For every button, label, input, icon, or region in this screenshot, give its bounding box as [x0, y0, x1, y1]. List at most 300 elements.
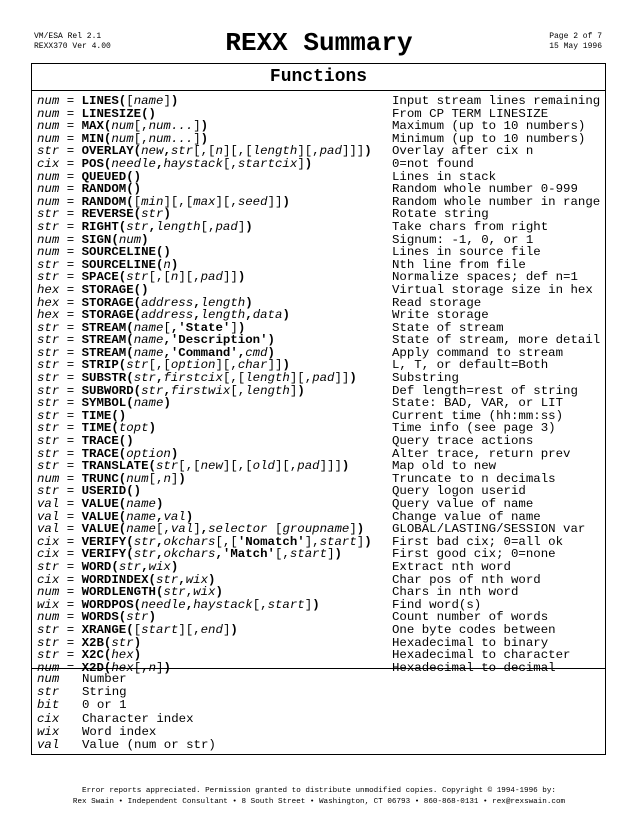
signature-variable: str: [37, 271, 60, 284]
legend-abbreviation: cix: [37, 711, 60, 726]
function-signature: [37, 460, 392, 473]
function-signature: [37, 637, 392, 650]
signature-text: ],: [304, 535, 320, 549]
footer-contact: Rex Swain • Independent Consultant • 8 South Street • Washington, CT 06793 • 860-868-0131 • rex@rexswain.com: [72, 798, 566, 806]
signature-variable: option: [126, 447, 171, 461]
signature-keyword: TRACE(: [81, 447, 127, 461]
function-row: [37, 574, 605, 587]
signature-text: ]]: [267, 195, 283, 209]
signature-variable: cix: [37, 548, 60, 561]
signature-text: [: [163, 321, 171, 335]
signature-variable: str: [37, 334, 60, 347]
signature-keyword: ): [133, 649, 142, 662]
signature-text: ]]]: [319, 460, 342, 473]
signature-variable: str: [133, 548, 156, 561]
function-description: Random whole number 0-999: [392, 183, 578, 196]
signature-text: ][,: [297, 145, 320, 158]
signature-variable: pad: [215, 220, 238, 234]
signature-variable: num: [37, 233, 60, 247]
signature-variable: length: [245, 384, 290, 398]
function-row: [37, 397, 605, 410]
signature-variable: groupname: [282, 523, 350, 536]
signature-variable: num: [118, 233, 142, 247]
signature-text: =: [59, 510, 82, 524]
signature-text: =: [59, 485, 82, 498]
signature-variable: val: [170, 523, 194, 536]
signature-keyword: ): [148, 422, 156, 436]
signature-variable: str: [133, 535, 156, 549]
function-row: [37, 171, 605, 184]
signature-keyword: ): [208, 573, 216, 587]
function-row: [37, 108, 605, 121]
signature-keyword: ): [141, 233, 149, 247]
signature-variable: length: [252, 145, 298, 158]
signature-keyword: SUBWORD(: [81, 384, 142, 398]
signature-text: [,: [148, 472, 164, 486]
page-date: 15 May 1996: [549, 42, 602, 51]
signature-keyword: RANDOM(): [81, 183, 142, 196]
function-description: Find word(s): [392, 598, 482, 612]
signature-keyword: ): [282, 359, 290, 373]
signature-keyword: ,'Match': [215, 548, 275, 561]
signature-variable: num: [37, 195, 60, 209]
signature-text: ]: [170, 472, 179, 486]
signature-text: ]]: [334, 372, 350, 385]
signature-text: =: [59, 145, 82, 158]
signature-keyword: WORDLENGTH(: [81, 586, 164, 599]
signature-keyword: WORDPOS(: [81, 598, 142, 612]
function-row: [37, 599, 605, 612]
signature-variable: option: [170, 359, 216, 373]
signature-keyword: ,'Description': [163, 334, 268, 347]
function-signature: [37, 611, 392, 624]
function-description: Char pos of nth word: [392, 573, 541, 587]
legend-row: [37, 726, 605, 739]
function-signature: [37, 334, 392, 347]
signature-text: [,: [133, 661, 149, 675]
signature-keyword: USERID(): [81, 485, 142, 498]
function-description: Extract nth word: [392, 560, 511, 574]
function-signature: [37, 158, 392, 171]
signature-keyword: STORAGE(: [81, 309, 142, 322]
function-description: Apply command to stream: [392, 346, 564, 360]
signature-variable: str: [37, 346, 60, 360]
function-row: [37, 410, 605, 423]
signature-variable: haystack: [163, 157, 223, 171]
signature-variable: str: [163, 586, 186, 599]
signature-text: [,[: [148, 359, 171, 373]
signature-variable: length: [156, 220, 201, 234]
signature-variable: haystack: [193, 598, 253, 612]
function-description: Chars in nth word: [392, 586, 519, 599]
legend-meaning: Value (num or str): [82, 737, 216, 752]
signature-keyword: ,: [193, 296, 201, 310]
signature-keyword: ): [170, 560, 179, 574]
signature-text: =: [59, 195, 82, 209]
function-row: [37, 133, 605, 146]
signature-text: ]: [304, 598, 313, 612]
signature-keyword: ): [163, 397, 171, 410]
signature-keyword: ): [349, 372, 357, 385]
function-description: L, T, or default=Both: [392, 359, 549, 373]
signature-keyword: SOURCELINE(): [81, 246, 171, 259]
signature-text: ]: [156, 661, 164, 675]
signature-keyword: POS(: [81, 157, 112, 171]
signature-variable: max: [193, 195, 216, 209]
function-list: [32, 91, 605, 675]
signature-variable: str: [111, 636, 134, 650]
signature-text: ]: [289, 384, 298, 398]
signature-variable: start: [319, 535, 357, 549]
signature-variable: num...: [148, 132, 194, 146]
signature-variable: cix: [37, 535, 60, 549]
signature-variable: str: [37, 384, 60, 398]
function-description: 0=not found: [392, 157, 474, 171]
signature-variable: hex: [111, 661, 134, 675]
signature-keyword: ): [133, 636, 142, 650]
function-row: [37, 334, 605, 347]
legend-abbreviation: bit: [37, 698, 60, 713]
signature-variable: str: [37, 623, 60, 637]
signature-keyword: ): [170, 95, 179, 108]
signature-text: =: [59, 309, 82, 322]
signature-keyword: ): [200, 120, 209, 133]
signature-keyword: QUEUED(): [81, 170, 142, 184]
signature-variable: num: [37, 661, 60, 675]
function-signature: [37, 120, 392, 133]
function-signature: [37, 385, 392, 398]
signature-keyword: ): [163, 661, 171, 675]
signature-variable: start: [289, 548, 328, 561]
signature-text: =: [59, 220, 82, 234]
function-description: Change value of name: [392, 510, 541, 524]
signature-variable: name: [133, 334, 164, 347]
function-signature: [37, 574, 392, 587]
legend-meaning: Word index: [82, 724, 157, 739]
signature-text: =: [59, 258, 82, 272]
signature-text: [,: [252, 598, 268, 612]
signature-text: [,: [222, 157, 238, 171]
signature-keyword: VALUE(: [81, 498, 127, 511]
legend-abbreviation: num: [37, 672, 60, 686]
function-signature: [37, 347, 392, 360]
signature-variable: hex: [111, 649, 134, 662]
signature-text: [,: [133, 120, 149, 133]
signature-keyword: ,: [237, 346, 246, 360]
function-row: [37, 322, 605, 335]
signature-variable: topt: [118, 422, 149, 436]
signature-variable: new: [141, 145, 164, 158]
function-signature: [37, 649, 392, 662]
signature-variable: n: [170, 271, 179, 284]
function-row: [37, 359, 605, 372]
signature-variable: hex: [37, 296, 60, 310]
signature-text: [,[: [222, 372, 246, 385]
function-row: [37, 221, 605, 234]
signature-keyword: OVERLAY(: [81, 145, 142, 158]
function-signature: [37, 624, 392, 637]
signature-variable: num: [37, 120, 60, 133]
signature-text: =: [59, 334, 82, 347]
function-signature: [37, 234, 392, 247]
function-row: [37, 183, 605, 196]
function-row: [37, 208, 605, 221]
legend-row: [37, 713, 605, 726]
signature-keyword: SPACE(: [81, 271, 127, 284]
function-signature: [37, 208, 392, 221]
signature-variable: num: [37, 170, 60, 184]
signature-variable: str: [126, 271, 149, 284]
function-description: Write storage: [392, 309, 489, 322]
function-description: Normalize spaces; def n=1: [392, 271, 578, 284]
signature-variable: str: [37, 447, 60, 461]
function-signature: [37, 309, 392, 322]
signature-keyword: ): [282, 309, 290, 322]
signature-variable: data: [252, 309, 283, 322]
function-description: Input stream lines remaining: [392, 95, 601, 108]
signature-text: ]: [349, 523, 357, 536]
signature-variable: str: [37, 397, 60, 410]
signature-variable: name: [133, 321, 164, 335]
signature-keyword: ,'State': [170, 321, 231, 335]
signature-keyword: ,: [156, 372, 164, 385]
signature-keyword: ): [341, 460, 350, 473]
signature-keyword: ,: [163, 384, 171, 398]
signature-variable: cix: [37, 573, 60, 587]
function-signature: [37, 145, 392, 158]
signature-keyword: TRANSLATE(: [81, 460, 156, 473]
legend-row: [37, 699, 605, 712]
legend-abbreviation: wix: [37, 724, 60, 739]
signature-keyword: WORDS(: [81, 611, 127, 624]
function-row: [37, 586, 605, 599]
signature-text: ]: [297, 157, 305, 171]
function-signature: [37, 297, 392, 310]
signature-keyword: VERIFY(: [81, 548, 134, 561]
function-row: [37, 297, 605, 310]
signature-variable: str: [37, 435, 60, 448]
signature-variable: cmd: [245, 346, 268, 360]
function-row: [37, 234, 605, 247]
signature-text: =: [59, 283, 82, 297]
signature-variable: n: [148, 661, 156, 675]
signature-variable: str: [37, 636, 60, 650]
function-signature: [37, 435, 392, 448]
signature-keyword: VALUE(: [81, 523, 127, 536]
signature-variable: val: [37, 523, 60, 536]
function-description: GLOBAL/LASTING/SESSION var: [392, 523, 586, 536]
signature-variable: old: [252, 460, 275, 473]
function-description: Signum: -1, 0, or 1: [392, 233, 534, 247]
signature-text: ]: [193, 132, 201, 146]
signature-text: =: [59, 157, 82, 171]
signature-text: ][,: [178, 623, 201, 637]
signature-variable: firstcix: [163, 372, 223, 385]
signature-variable: cix: [37, 157, 60, 171]
signature-text: [,: [275, 548, 290, 561]
signature-text: ][,: [289, 372, 313, 385]
signature-variable: char: [237, 359, 268, 373]
signature-text: ][,[: [222, 145, 253, 158]
function-row: [37, 95, 605, 108]
function-row: [37, 284, 605, 297]
signature-text: =: [59, 435, 82, 448]
signature-text: =: [59, 472, 82, 486]
signature-variable: str: [37, 258, 60, 272]
signature-variable: str: [37, 422, 60, 436]
signature-text: ]: [193, 523, 201, 536]
signature-variable: wix: [193, 586, 216, 599]
signature-keyword: RANDOM(: [81, 195, 134, 209]
signature-variable: startcix: [237, 157, 298, 171]
signature-variable: hex: [37, 309, 60, 322]
signature-text: ]: [193, 120, 201, 133]
signature-text: ]]: [267, 359, 283, 373]
function-signature: [37, 485, 392, 498]
function-description: Map old to new: [392, 460, 497, 473]
function-signature: [37, 473, 392, 486]
footer-copyright: Error reports appreciated. Permission granted to distribute unmodified copies. Copyright © 1994-1996 by:: [82, 787, 556, 795]
function-description: From CP TERM LINESIZE: [392, 107, 549, 121]
signature-text: =: [59, 346, 82, 360]
signature-variable: num: [37, 472, 60, 486]
function-description: Rotate string: [392, 208, 489, 221]
signature-keyword: SUBSTR(: [81, 372, 134, 385]
signature-variable: val: [163, 510, 186, 524]
function-signature: [37, 221, 392, 234]
function-signature: [37, 246, 392, 259]
signature-text: =: [59, 296, 82, 310]
signature-keyword: SYMBOL(: [81, 397, 134, 410]
signature-keyword: ): [170, 258, 179, 272]
signature-keyword: STREAM(: [81, 334, 134, 347]
signature-keyword: XRANGE(: [81, 623, 134, 637]
signature-text: =: [59, 271, 82, 284]
function-signature: [37, 108, 392, 121]
signature-variable: name: [126, 523, 156, 536]
function-signature: [37, 599, 392, 612]
function-description: First good cix; 0=none: [392, 548, 556, 561]
function-description: Read storage: [392, 296, 482, 310]
signature-variable: seed: [237, 195, 268, 209]
signature-variable: str: [126, 359, 149, 373]
signature-text: =: [59, 535, 82, 549]
function-signature: [37, 410, 392, 423]
signature-keyword: ): [185, 510, 194, 524]
signature-text: =: [59, 598, 82, 612]
signature-text: =: [59, 460, 82, 473]
signature-variable: name: [133, 397, 164, 410]
signature-text: [,[: [193, 145, 216, 158]
signature-variable: new: [200, 460, 223, 473]
signature-variable: num: [37, 107, 60, 121]
signature-keyword: TRUNC(: [81, 472, 127, 486]
signature-text: [,: [230, 384, 246, 398]
legend-meaning: Character index: [82, 711, 194, 726]
function-description: Alter trace, return prev: [392, 447, 571, 461]
signature-text: =: [59, 170, 82, 184]
signature-variable: str: [37, 220, 60, 234]
signature-keyword: ): [237, 321, 246, 335]
function-description: State: BAD, VAR, or LIT: [392, 397, 564, 410]
signature-text: ][,[: [163, 195, 194, 209]
signature-variable: hex: [37, 283, 60, 297]
function-signature: [37, 536, 392, 549]
function-row: [37, 511, 605, 524]
signature-text: =: [59, 573, 82, 587]
page-number: Page 2 of 7: [549, 32, 602, 41]
signature-text: =: [59, 95, 82, 108]
legend-abbreviation: val: [37, 737, 60, 752]
legend-abbreviation: str: [37, 685, 60, 700]
signature-keyword: REVERSE(: [81, 208, 142, 221]
signature-variable: num: [37, 586, 60, 599]
function-row: [37, 435, 605, 448]
signature-text: =: [59, 208, 82, 221]
signature-keyword: STRIP(: [81, 359, 127, 373]
signature-keyword: ): [245, 220, 253, 234]
signature-keyword: STREAM(: [81, 346, 134, 360]
signature-variable: str: [37, 409, 60, 423]
signature-text: ][,: [215, 195, 238, 209]
signature-text: =: [59, 560, 82, 574]
function-description: Truncate to n decimals: [392, 472, 556, 486]
signature-text: ,: [185, 586, 194, 599]
signature-variable: str: [37, 145, 60, 158]
signature-text: =: [59, 611, 82, 624]
function-description: Lines in source file: [392, 246, 541, 259]
function-signature: [37, 548, 392, 561]
signature-variable: str: [126, 611, 149, 624]
signature-variable: str: [170, 145, 194, 158]
signature-keyword: ): [215, 586, 223, 599]
signature-variable: n: [163, 258, 171, 272]
function-signature: [37, 322, 392, 335]
signature-variable: pad: [312, 372, 335, 385]
function-signature: [37, 196, 392, 209]
signature-text: [,[: [215, 535, 238, 549]
function-row: [37, 536, 605, 549]
signature-keyword: ): [237, 271, 246, 284]
function-signature: [37, 372, 392, 385]
signature-variable: n: [215, 145, 223, 158]
function-row: [37, 460, 605, 473]
signature-variable: str: [118, 560, 142, 574]
legend-meaning: Number: [82, 672, 127, 686]
legend-meaning: 0 or 1: [82, 698, 127, 713]
signature-keyword: 'Nomatch': [237, 535, 305, 549]
signature-keyword: STORAGE(): [81, 283, 149, 297]
signature-text: =: [59, 246, 82, 259]
signature-variable: pad: [319, 145, 342, 158]
signature-variable: str: [37, 649, 60, 662]
signature-keyword: ,'Command': [163, 346, 238, 360]
function-description: Substring: [392, 372, 459, 385]
signature-text: =: [59, 548, 82, 561]
signature-keyword: TRACE(): [81, 435, 134, 448]
signature-text: ]: [163, 95, 171, 108]
function-row: [37, 271, 605, 284]
function-row: [37, 196, 605, 209]
signature-keyword: ,: [156, 157, 164, 171]
function-row: [37, 259, 605, 272]
function-signature: [37, 133, 392, 146]
function-signature: [37, 271, 392, 284]
signature-text: =: [59, 359, 82, 373]
signature-variable: wix: [185, 573, 209, 587]
signature-variable: str: [155, 573, 179, 587]
abbreviation-legend: [32, 669, 605, 752]
